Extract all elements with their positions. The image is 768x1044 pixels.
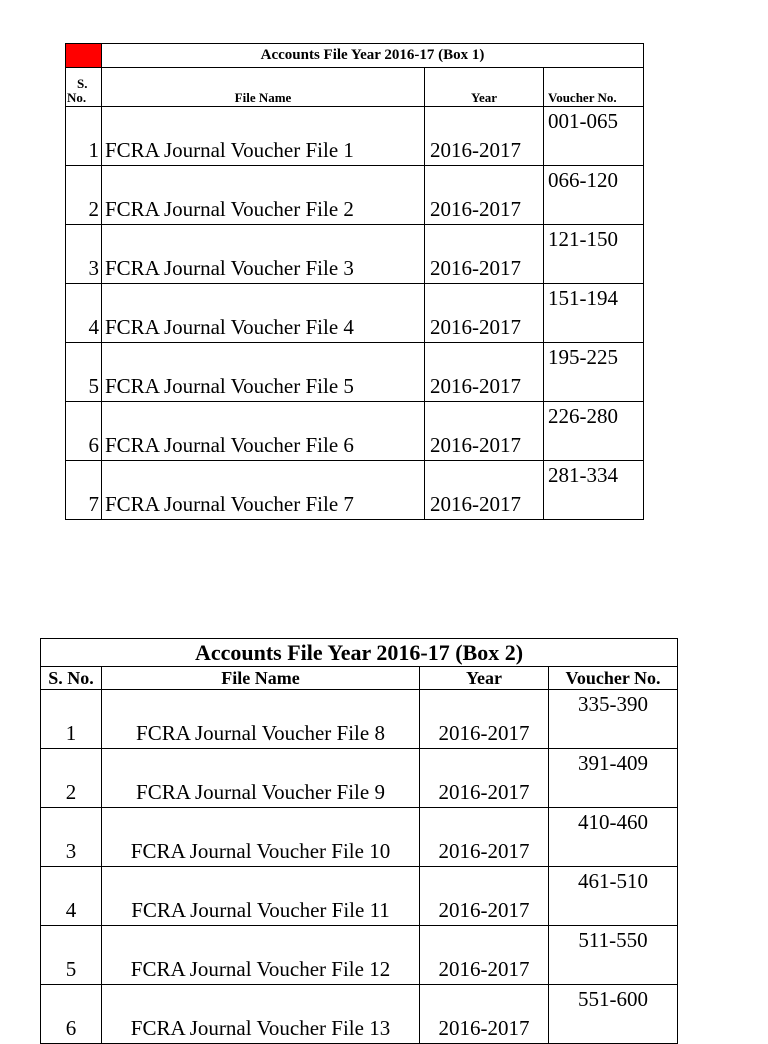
table-row — [41, 867, 678, 926]
box2-header-file-name: File Name — [102, 667, 420, 690]
sno-cell: 1 — [66, 107, 102, 166]
year-cell: 2016-2017 — [425, 166, 544, 225]
voucher-cell: 410-460 — [549, 808, 678, 867]
box1-table — [65, 43, 644, 520]
sno-cell: 5 — [41, 926, 102, 985]
box1-red-marker — [66, 44, 102, 68]
voucher-cell: 551-600 — [549, 985, 678, 1044]
year-cell: 2016-2017 — [425, 402, 544, 461]
box1-header-sno-line2: No. — [67, 90, 87, 105]
table-row — [41, 808, 678, 867]
file-name-cell: FCRA Journal Voucher File 1 — [102, 107, 425, 166]
table-row — [66, 166, 644, 225]
box2-title-row — [41, 639, 678, 667]
file-name-cell: FCRA Journal Voucher File 9 — [102, 749, 420, 808]
sno-cell: 2 — [66, 166, 102, 225]
voucher-cell: 066-120 — [544, 166, 644, 225]
file-name-cell: FCRA Journal Voucher File 11 — [102, 867, 420, 926]
table-row — [66, 343, 644, 402]
file-name-cell: FCRA Journal Voucher File 13 — [102, 985, 420, 1044]
file-name-cell: FCRA Journal Voucher File 3 — [102, 225, 425, 284]
voucher-cell: 195-225 — [544, 343, 644, 402]
table-row — [66, 461, 644, 520]
file-name-cell: FCRA Journal Voucher File 12 — [102, 926, 420, 985]
box1-header-year: Year — [425, 68, 544, 107]
box1-title: Accounts File Year 2016-17 (Box 1) — [102, 44, 644, 68]
voucher-cell: 001-065 — [544, 107, 644, 166]
year-cell: 2016-2017 — [425, 284, 544, 343]
table-row — [66, 402, 644, 461]
sno-cell: 4 — [41, 867, 102, 926]
sno-cell: 1 — [41, 690, 102, 749]
year-cell: 2016-2017 — [420, 985, 549, 1044]
file-name-cell: FCRA Journal Voucher File 8 — [102, 690, 420, 749]
box2-header-voucher: Voucher No. — [549, 667, 678, 690]
year-cell: 2016-2017 — [420, 808, 549, 867]
box1-header-sno — [66, 68, 102, 107]
box2-header-row — [41, 667, 678, 690]
box2-table — [40, 638, 678, 1044]
sno-cell: 5 — [66, 343, 102, 402]
table-row — [66, 284, 644, 343]
voucher-cell: 151-194 — [544, 284, 644, 343]
box1-body — [66, 107, 644, 520]
sno-cell: 2 — [41, 749, 102, 808]
box2-title: Accounts File Year 2016-17 (Box 2) — [41, 639, 678, 667]
table-row — [66, 107, 644, 166]
voucher-cell: 121-150 — [544, 225, 644, 284]
table-row — [66, 225, 644, 284]
voucher-cell: 461-510 — [549, 867, 678, 926]
year-cell: 2016-2017 — [425, 461, 544, 520]
table-row — [41, 749, 678, 808]
sno-cell: 6 — [66, 402, 102, 461]
table-row — [41, 926, 678, 985]
box2-header-sno: S. No. — [41, 667, 102, 690]
file-name-cell: FCRA Journal Voucher File 2 — [102, 166, 425, 225]
file-name-cell: FCRA Journal Voucher File 7 — [102, 461, 425, 520]
file-name-cell: FCRA Journal Voucher File 6 — [102, 402, 425, 461]
sno-cell: 3 — [41, 808, 102, 867]
box2-body — [41, 690, 678, 1044]
year-cell: 2016-2017 — [425, 343, 544, 402]
year-cell: 2016-2017 — [420, 867, 549, 926]
box1-header-row — [66, 68, 644, 107]
sno-cell: 7 — [66, 461, 102, 520]
file-name-cell: FCRA Journal Voucher File 5 — [102, 343, 425, 402]
sno-cell: 4 — [66, 284, 102, 343]
year-cell: 2016-2017 — [425, 225, 544, 284]
box2-header-year: Year — [420, 667, 549, 690]
table-row — [41, 690, 678, 749]
sno-cell: 6 — [41, 985, 102, 1044]
box1-title-row — [66, 44, 644, 68]
voucher-cell: 226-280 — [544, 402, 644, 461]
table-row — [41, 985, 678, 1044]
year-cell: 2016-2017 — [420, 690, 549, 749]
box1-header-file-name: File Name — [102, 68, 425, 107]
file-name-cell: FCRA Journal Voucher File 10 — [102, 808, 420, 867]
box1-header-voucher: Voucher No. — [544, 68, 644, 107]
voucher-cell: 391-409 — [549, 749, 678, 808]
year-cell: 2016-2017 — [420, 749, 549, 808]
sno-cell: 3 — [66, 225, 102, 284]
year-cell: 2016-2017 — [425, 107, 544, 166]
year-cell: 2016-2017 — [420, 926, 549, 985]
voucher-cell: 511-550 — [549, 926, 678, 985]
file-name-cell: FCRA Journal Voucher File 4 — [102, 284, 425, 343]
voucher-cell: 335-390 — [549, 690, 678, 749]
box1-header-sno-line1: S. — [77, 76, 88, 91]
voucher-cell: 281-334 — [544, 461, 644, 520]
